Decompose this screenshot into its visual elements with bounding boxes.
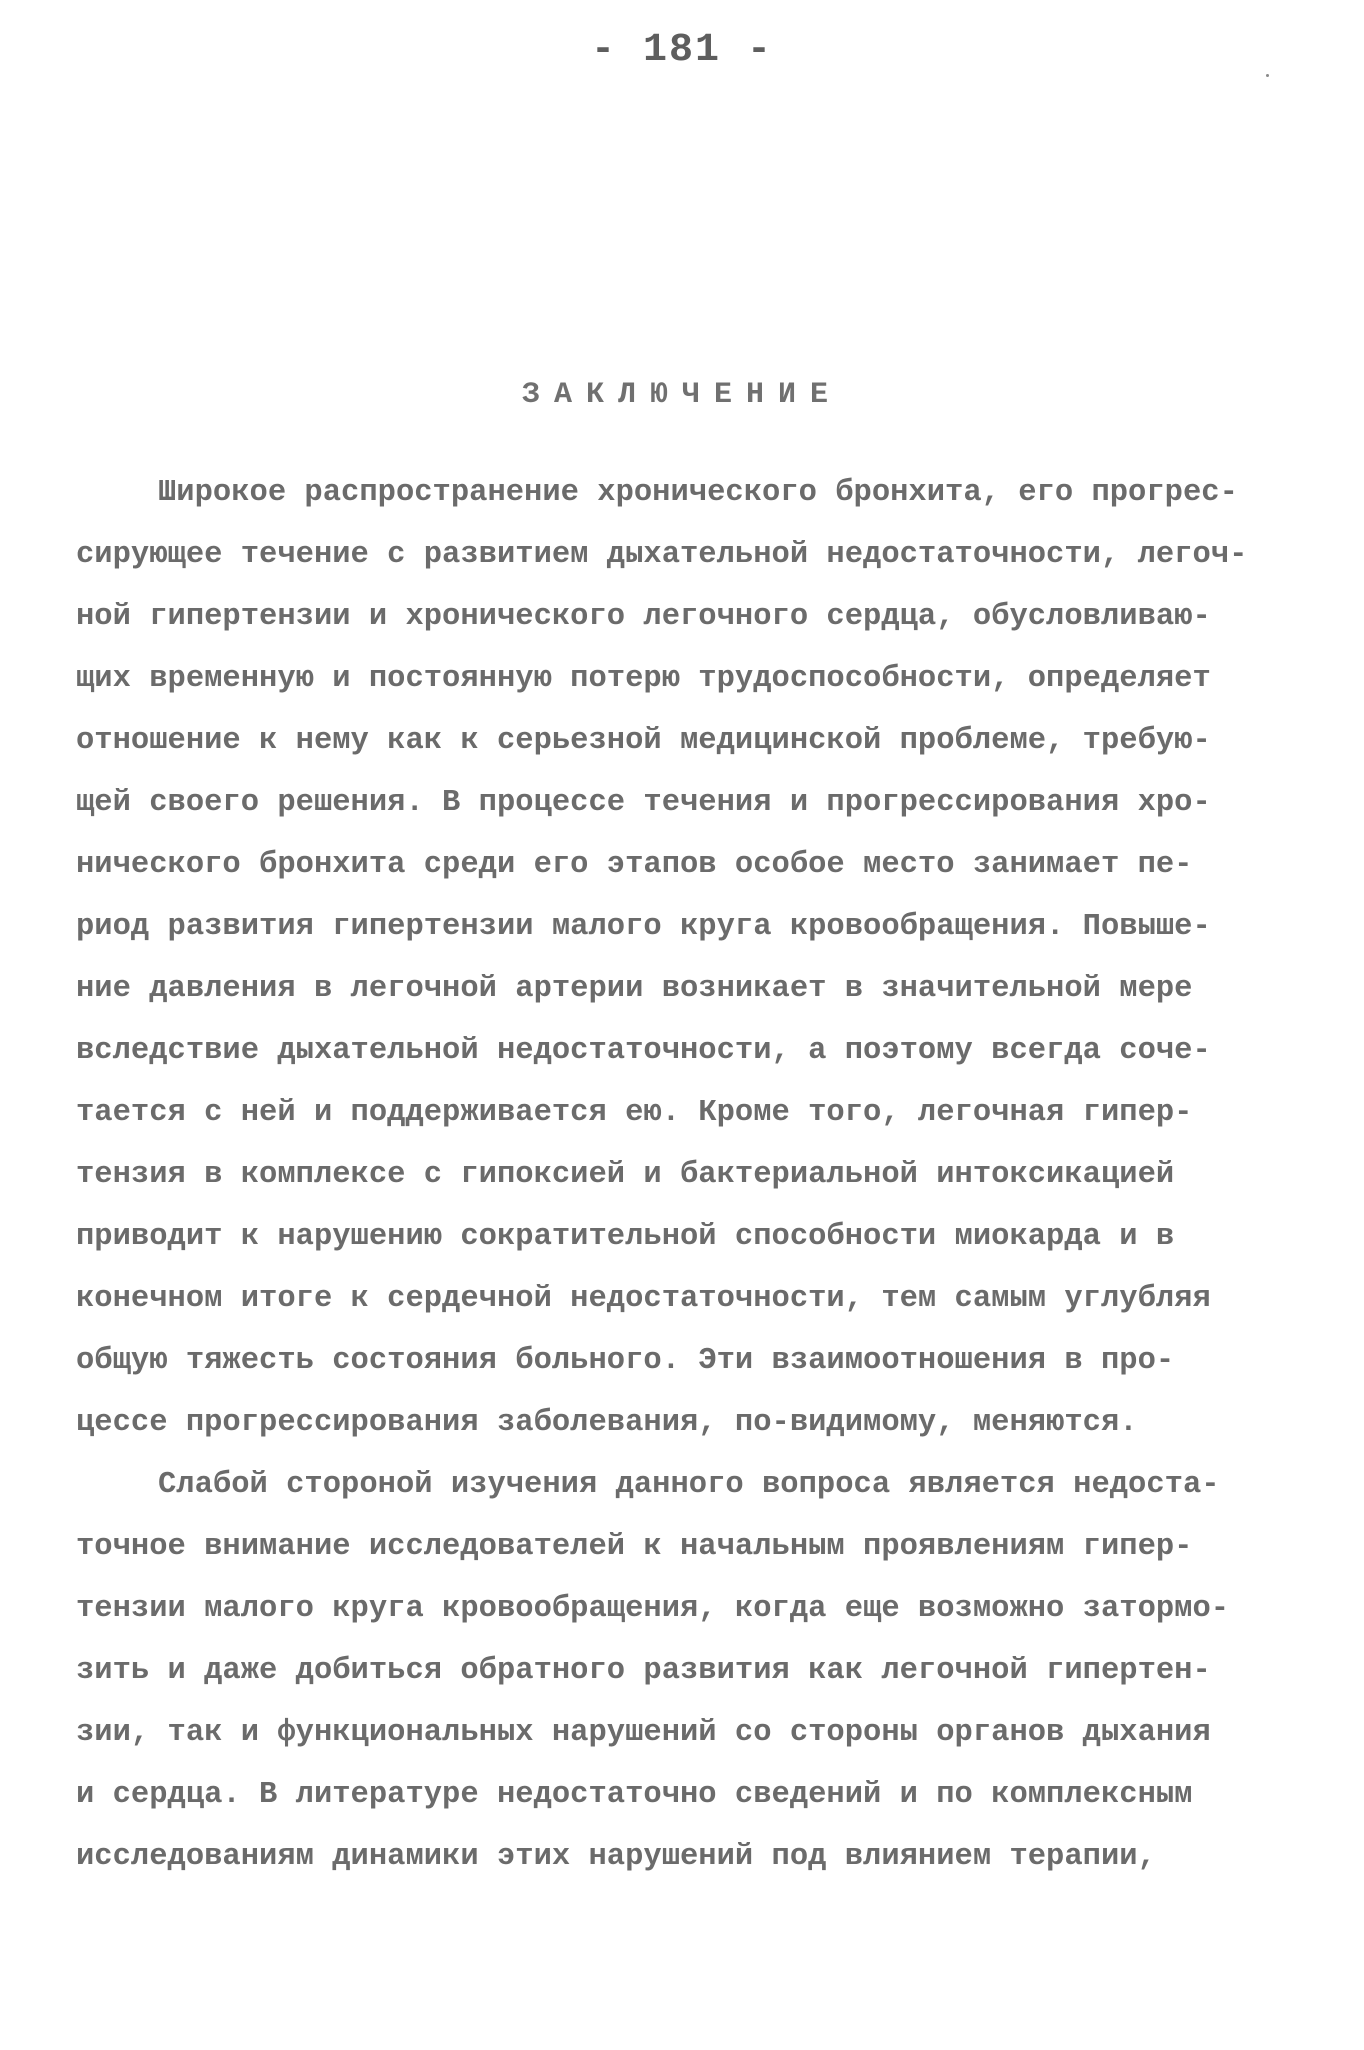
text-line: цессе прогрессирования заболевания, по-видимому, меняются. <box>76 1406 1138 1440</box>
text-line: риод развития гипертензии малого круга кровообращения. Повыше- <box>76 910 1211 944</box>
text-line: вследствие дыхательной недостаточности, а поэтому всегда соче- <box>76 1034 1211 1068</box>
text-line: и сердца. В литературе недостаточно сведений и по комплексным <box>76 1778 1193 1812</box>
text-line: тензия в комплексе с гипоксией и бактериальной интоксикацией <box>76 1158 1175 1192</box>
text-line: зии, так и функциональных нарушений со стороны органов дыхания <box>76 1716 1211 1750</box>
text-line: Слабой стороной изучения данного вопроса является недоста- <box>158 1468 1220 1502</box>
text-line: общую тяжесть состояния больного. Эти взаимоотношения в про- <box>76 1344 1175 1378</box>
page-number: - 181 - <box>590 28 774 73</box>
scan-speck <box>1266 74 1269 77</box>
text-line: зить и даже добиться обратного развития как легочной гипертен- <box>76 1654 1211 1688</box>
text-line: ние давления в легочной артерии возникает в значительной мере <box>76 972 1193 1006</box>
text-line: точное внимание исследователей к начальным проявлениям гипер- <box>76 1530 1193 1564</box>
text-line: ной гипертензии и хронического легочного сердца, обусловливаю- <box>76 600 1211 634</box>
text-line: сирующее течение с развитием дыхательной недостаточности, легоч- <box>76 538 1248 572</box>
text-line: приводит к нарушению сократительной способности миокарда и в <box>76 1220 1175 1254</box>
text-line: исследованиям динамики этих нарушений под влиянием терапии, <box>76 1840 1156 1874</box>
text-line: щих временную и постоянную потерю трудоспособности, определяет <box>76 662 1211 696</box>
text-line: тается с ней и поддерживается ею. Кроме того, легочная гипер- <box>76 1096 1193 1130</box>
text-line: тензии малого круга кровообращения, когда еще возможно затормо- <box>76 1592 1230 1626</box>
text-line: отношение к нему как к серьезной медицинской проблеме, требую- <box>76 724 1211 758</box>
text-line: щей своего решения. В процессе течения и прогрессирования хро- <box>76 786 1211 820</box>
text-line: конечном итоге к сердечной недостаточности, тем самым углубляя <box>76 1282 1211 1316</box>
text-line: нического бронхита среди его этапов особое место занимает пе- <box>76 848 1193 882</box>
section-heading: ЗАКЛЮЧЕНИЕ <box>521 378 843 412</box>
text-line: Широкое распространение хронического бронхита, его прогрес- <box>158 476 1238 510</box>
